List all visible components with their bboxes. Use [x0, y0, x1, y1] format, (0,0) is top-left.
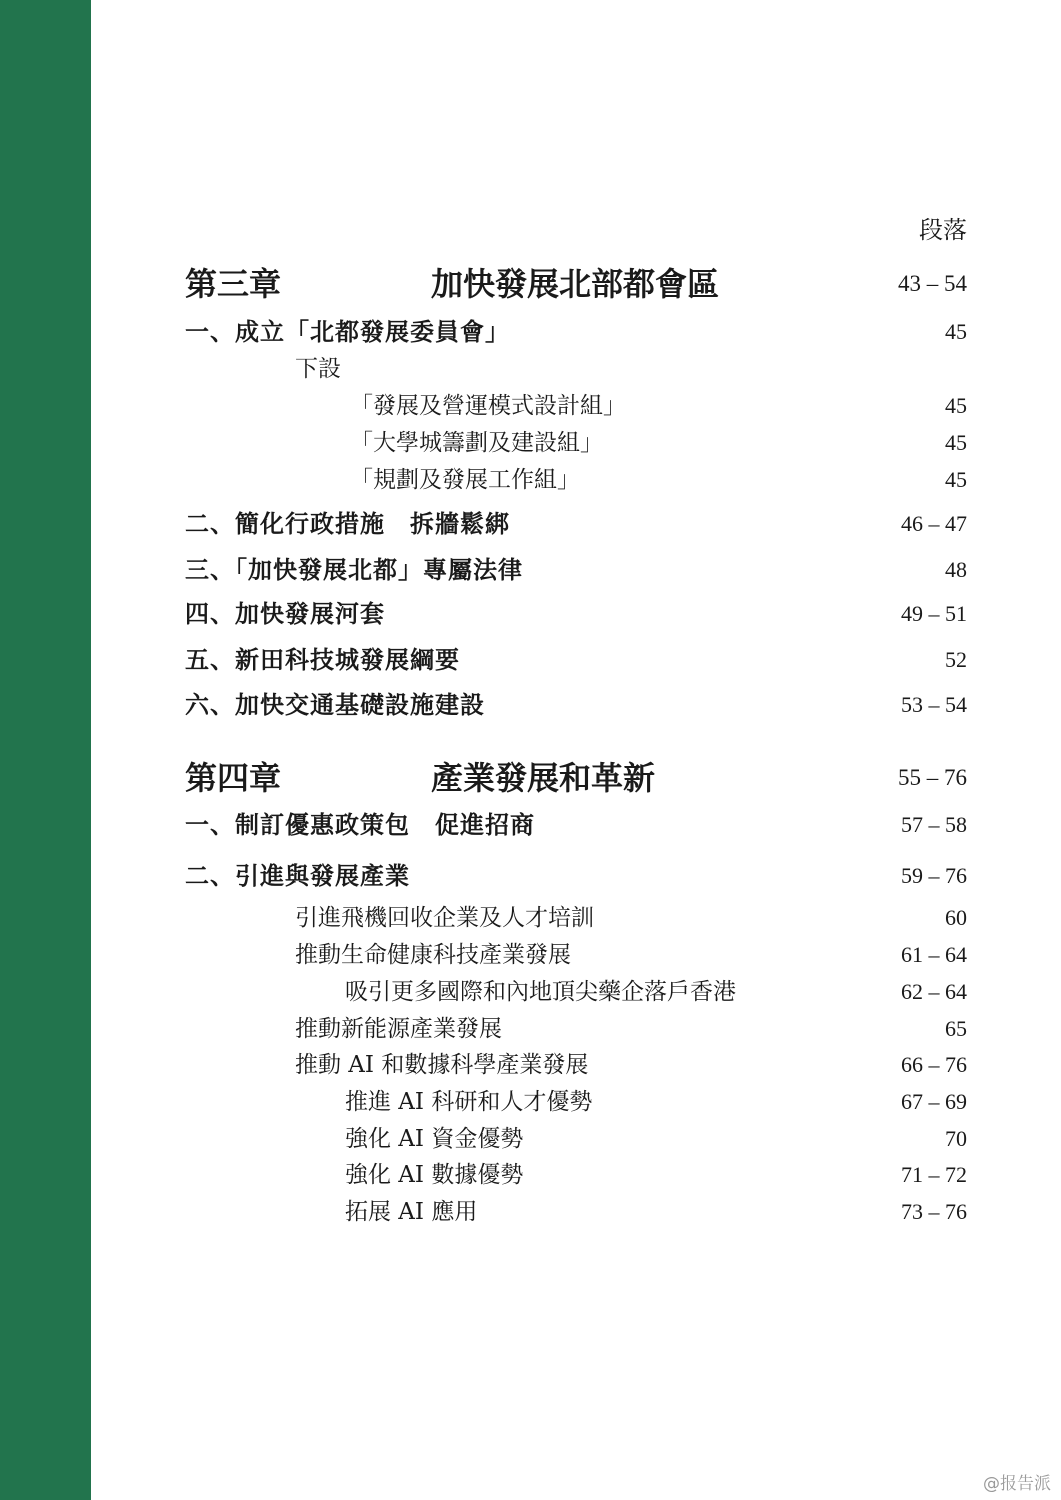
chapter-title: 加快發展北部都會區: [431, 265, 720, 303]
paragraph-range: 45: [945, 430, 967, 455]
section-title: 一、制訂優惠政策包 促進招商: [185, 810, 535, 839]
paragraph-range: 49 – 51: [901, 601, 967, 626]
section-title: 二、簡化行政措施 拆牆鬆綁: [185, 509, 510, 538]
watermark-text: @报告派: [983, 1474, 1051, 1494]
subsection-title: 強化 AI 資金優勢: [345, 1126, 524, 1152]
section-title: 一、成立「北都發展委員會」: [185, 317, 510, 346]
section-title: 四、加快發展河套: [185, 599, 385, 628]
paragraph-range: 43 – 54: [898, 271, 967, 296]
subsection-title: 吸引更多國際和內地頂尖藥企落戶香港: [345, 979, 736, 1005]
section-title: 五、新田科技城發展綱要: [185, 645, 460, 674]
paragraph-range: 65: [945, 1016, 967, 1041]
subsection-title: 推進 AI 科研和人才優勢: [345, 1089, 593, 1115]
chapter-number: 第三章: [185, 265, 282, 303]
paragraph-range: 71 – 72: [901, 1162, 967, 1187]
subsection-title: 引進飛機回收企業及人才培訓: [295, 905, 594, 931]
paragraph-column-header: 段落: [919, 216, 967, 244]
paragraph-range: 67 – 69: [901, 1089, 967, 1114]
section-title: 六、加快交通基礎設施建設: [185, 690, 485, 719]
paragraph-range: 45: [945, 467, 967, 492]
subsection-title: 拓展 AI 應用: [345, 1199, 478, 1225]
chapter-title: 產業發展和革新: [431, 759, 656, 797]
paragraph-range: 55 – 76: [898, 765, 967, 790]
subsection-title: 「大學城籌劃及建設組」: [350, 430, 603, 456]
paragraph-range: 59 – 76: [901, 863, 967, 888]
paragraph-range: 45: [945, 319, 967, 344]
subsection-title: 「發展及營運模式設計組」: [350, 393, 626, 419]
paragraph-range: 66 – 76: [901, 1052, 967, 1077]
subsection-title: 推動新能源產業發展: [295, 1016, 502, 1042]
note-text: 下設: [295, 356, 341, 382]
paragraph-range: 45: [945, 393, 967, 418]
paragraph-range: 57 – 58: [901, 812, 967, 837]
section-title: 三、「加快發展北都」專屬法律: [185, 555, 523, 584]
chapter-number: 第四章: [185, 759, 282, 797]
section-title: 二、引進與發展產業: [185, 861, 410, 890]
subsection-title: 強化 AI 數據優勢: [345, 1162, 524, 1188]
paragraph-range: 48: [945, 557, 967, 582]
paragraph-range: 46 – 47: [901, 511, 967, 536]
paragraph-range: 73 – 76: [901, 1199, 967, 1224]
subsection-title: 推動 AI 和數據科學產業發展: [295, 1052, 589, 1078]
paragraph-range: 70: [945, 1126, 967, 1151]
subsection-title: 推動生命健康科技產業發展: [295, 942, 571, 968]
paragraph-range: 61 – 64: [901, 942, 967, 967]
paragraph-range: 52: [945, 647, 967, 672]
subsection-title: 「規劃及發展工作組」: [350, 467, 580, 493]
paragraph-range: 62 – 64: [901, 979, 967, 1004]
paragraph-range: 53 – 54: [901, 692, 967, 717]
paragraph-range: 60: [945, 905, 967, 930]
